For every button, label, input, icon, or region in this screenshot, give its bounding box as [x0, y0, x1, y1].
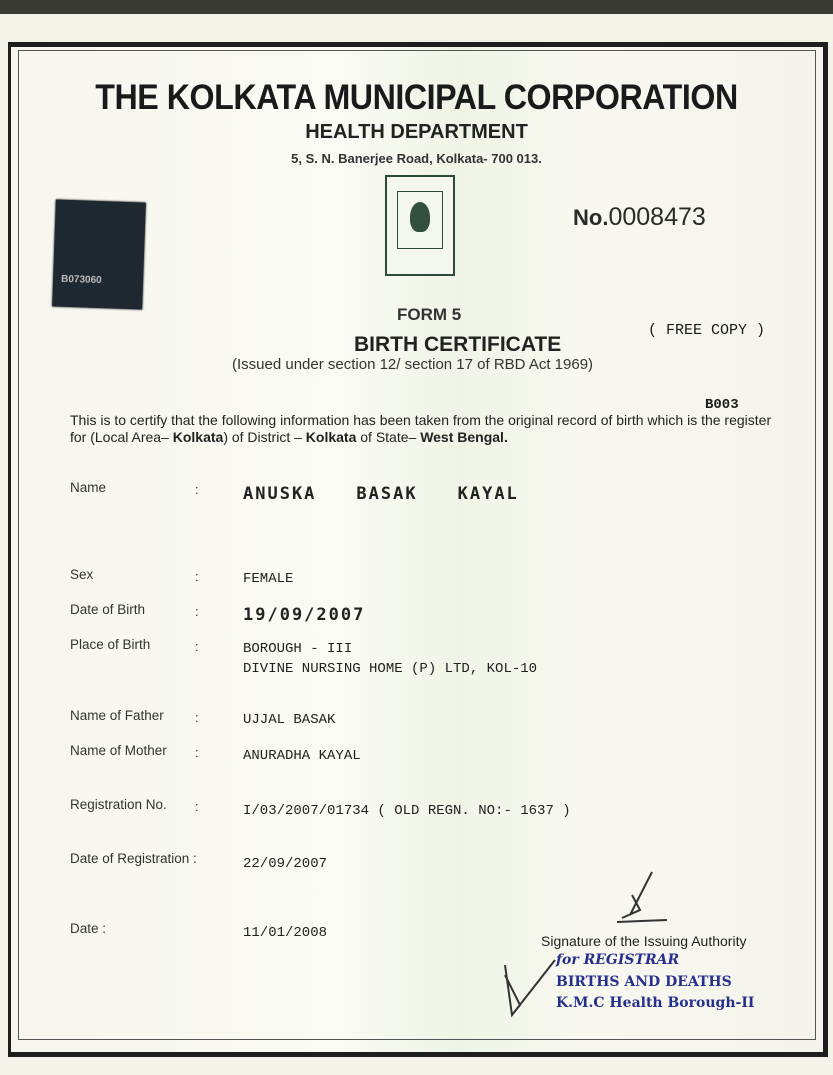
- father-value: UJJAL BASAK: [243, 712, 336, 728]
- state: West Bengal.: [420, 429, 508, 445]
- district: Kolkata: [305, 429, 357, 445]
- reg-date-value: 22/09/2007: [243, 856, 328, 872]
- hologram-code: B073060: [60, 273, 102, 287]
- sex-label: Sex: [70, 567, 94, 582]
- local-area: Kolkata: [172, 429, 224, 445]
- first-name: ANUSKA: [243, 484, 317, 504]
- certify-line1: This is to certify that the following information has been taken from the original record of birth which is the register: [70, 412, 772, 428]
- stamp-line2: BIRTHS AND DEATHS: [556, 974, 732, 990]
- reg-no-label: Registration No.: [70, 797, 167, 812]
- signature-label: Signature of the Issuing Authority: [541, 933, 747, 949]
- hologram-seal: [52, 199, 146, 309]
- mother-value: ANURADHA KAYAL: [243, 748, 361, 764]
- dob-value: 19/09/2007: [243, 605, 366, 625]
- certify-text: for (Local Area–: [70, 429, 173, 445]
- colon: :: [195, 745, 199, 760]
- signature-scrawl-icon: [612, 870, 672, 925]
- reg-date-label: Date of Registration :: [70, 851, 197, 866]
- place-label: Place of Birth: [70, 637, 151, 652]
- place-line1: BOROUGH - III: [243, 641, 353, 657]
- address: 5, S. N. Banerjee Road, Kolkata- 700 013.: [291, 151, 542, 166]
- initials-scrawl-icon: [500, 945, 560, 1025]
- colon: :: [195, 710, 199, 725]
- department-name: HEALTH DEPARTMENT: [305, 121, 528, 143]
- certify-text: of State–: [356, 429, 421, 445]
- certificate-number: [573, 203, 706, 232]
- colon: :: [195, 799, 199, 814]
- certify-statement: [70, 412, 771, 446]
- scan-edge: [0, 0, 833, 14]
- colon: :: [195, 569, 199, 584]
- certificate-title: BIRTH CERTIFICATE: [354, 333, 562, 356]
- certify-text: ) of District –: [223, 429, 306, 445]
- mother-label: Name of Mother: [70, 743, 167, 758]
- copy-type: ( FREE COPY ): [648, 322, 766, 339]
- name-label: Name: [70, 480, 107, 495]
- kmc-emblem-icon: [385, 175, 455, 276]
- place-line2: DIVINE NURSING HOME (P) LTD, KOL-10: [243, 661, 538, 677]
- middle-name: BASAK: [356, 484, 418, 504]
- reg-no-value: I/03/2007/01734 ( OLD REGN. NO:- 1637 ): [243, 803, 571, 819]
- colon: :: [195, 639, 199, 654]
- colon: :: [195, 482, 199, 497]
- dob-label: Date of Birth: [70, 602, 146, 617]
- corporation-title: THE KOLKATA MUNICIPAL CORPORATION: [95, 78, 738, 117]
- name-value: [243, 484, 559, 504]
- last-name: KAYAL: [457, 484, 519, 504]
- office-code: B003: [705, 397, 739, 413]
- father-label: Name of Father: [70, 708, 164, 723]
- colon: :: [195, 604, 199, 619]
- form-number: FORM 5: [397, 305, 462, 324]
- number-value: 0008473: [608, 203, 706, 231]
- sex-value: FEMALE: [243, 571, 294, 587]
- issued-under: (Issued under section 12/ section 17 of RBD Act 1969): [232, 356, 594, 373]
- stamp-line3: K.M.C Health Borough-II: [556, 995, 755, 1011]
- date-label: Date :: [70, 921, 107, 936]
- date-value: 11/01/2008: [243, 925, 328, 941]
- number-prefix: No.: [573, 205, 609, 230]
- stamp-line1: for REGISTRAR: [556, 952, 680, 968]
